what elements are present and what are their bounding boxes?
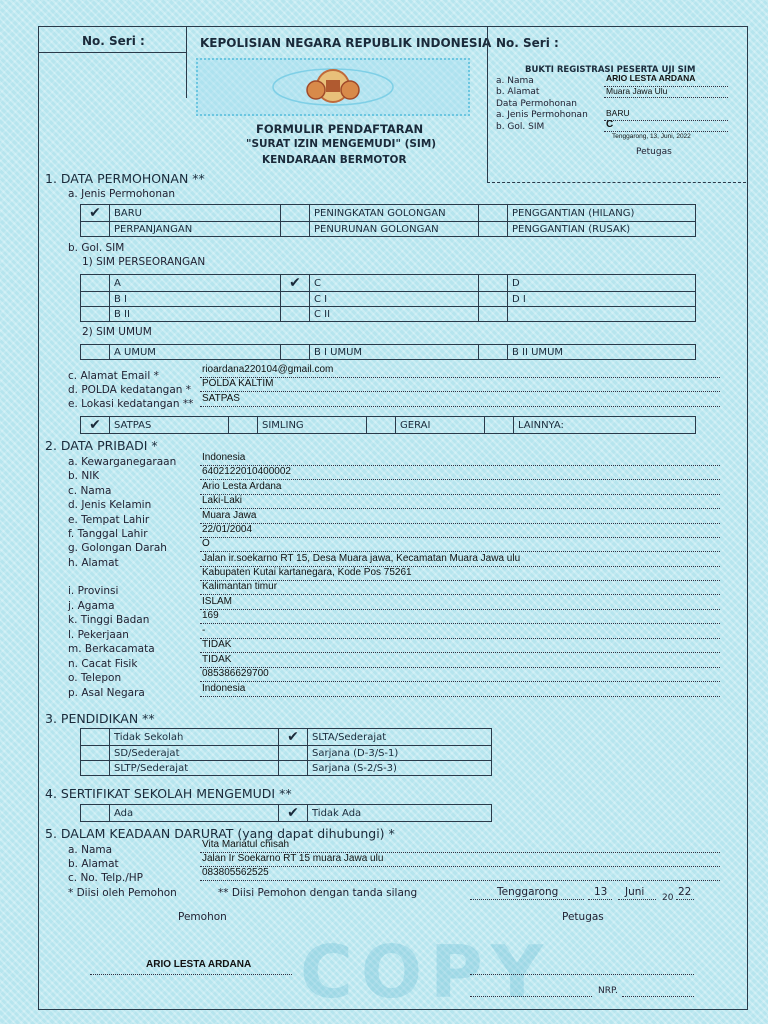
pendidikan-table — [80, 728, 492, 776]
pribadi-value[interactable]: - — [202, 625, 206, 636]
checkbox-tidak-sekolah[interactable] — [81, 729, 110, 746]
checkbox-sarjana-s1[interactable] — [279, 746, 308, 761]
polda-value[interactable]: POLDA KALTIM — [202, 378, 274, 389]
pribadi-value[interactable]: Indonesia — [202, 452, 246, 463]
pribadi-dotted-line — [200, 537, 720, 538]
sign-day: 13 — [594, 886, 608, 898]
checkbox-c[interactable]: ✔ — [281, 275, 310, 292]
option-sarjana-s1: Sarjana (D-3/S-1) — [308, 746, 492, 761]
receipt-value-jenis: BARU — [606, 108, 630, 118]
checkbox-perpanjangan[interactable] — [81, 222, 110, 237]
sign-month: Juni — [625, 886, 645, 898]
darurat-label: b. Alamat — [68, 858, 119, 870]
pribadi-value[interactable]: Muara Jawa — [202, 510, 257, 521]
checkbox-sd[interactable] — [81, 746, 110, 761]
checkbox-d[interactable] — [479, 275, 508, 292]
option-satpas: SATPAS — [110, 417, 229, 434]
footer-note-1: * Diisi oleh Pemohon — [68, 887, 177, 899]
jenis-permohonan-table — [80, 204, 696, 237]
option-simling: SIMLING — [258, 417, 367, 434]
checkbox-b2-umum[interactable] — [479, 345, 508, 360]
checkbox-simling[interactable] — [229, 417, 258, 434]
option-pengganti-hilang: PENGGANTIAN (HILANG) — [508, 205, 696, 222]
pribadi-dotted-line — [200, 638, 720, 639]
lokasi-table — [80, 416, 696, 434]
checkbox-empty — [479, 307, 508, 322]
pribadi-value[interactable]: O — [202, 538, 210, 549]
receipt-value-gol: C — [606, 119, 614, 130]
checkbox-slta[interactable]: ✔ — [279, 729, 308, 746]
no-seri-label: No. Seri : — [82, 34, 145, 48]
pribadi-dotted-line — [200, 696, 720, 697]
pribadi-value[interactable]: Kabupaten Kutai kartanegara, Kode Pos 75261 — [202, 567, 412, 578]
sertifikat-table — [80, 804, 492, 822]
option-c1: C I — [310, 292, 479, 307]
email-value[interactable]: rioardana220104@gmail.com — [202, 364, 334, 375]
checkbox-a[interactable] — [81, 275, 110, 292]
darurat-label: a. Nama — [68, 844, 113, 856]
pribadi-label: n. Cacat Fisik — [68, 658, 138, 670]
pribadi-value[interactable]: 6402122010400002 — [202, 466, 291, 477]
checkbox-pengganti-hilang[interactable] — [479, 205, 508, 222]
pribadi-value[interactable]: TIDAK — [202, 639, 232, 650]
checkbox-c1[interactable] — [281, 292, 310, 307]
checkbox-b2[interactable] — [81, 307, 110, 322]
option-tidak-sekolah: Tidak Sekolah — [110, 729, 279, 746]
pribadi-label: d. Jenis Kelamin — [68, 499, 152, 511]
sim-umum-table — [80, 344, 696, 360]
option-baru: BARU — [110, 205, 281, 222]
form-title: FORMULIR PENDAFTARAN — [256, 122, 424, 136]
pribadi-label: j. Agama — [68, 600, 115, 612]
option-sd: SD/Sederajat — [110, 746, 279, 761]
pribadi-label: b. NIK — [68, 470, 100, 482]
pribadi-dotted-line — [200, 594, 720, 595]
pribadi-value[interactable]: 22/01/2004 — [202, 524, 253, 535]
gol-sim-label: b. Gol. SIM — [68, 242, 125, 254]
pribadi-label: k. Tinggi Badan — [68, 614, 150, 626]
pribadi-dotted-line — [200, 479, 720, 480]
org-title: KEPOLISIAN NEGARA REPUBLIK INDONESIA — [200, 36, 492, 50]
receipt-value-alamat: Muara Jawa Ulu — [606, 86, 668, 96]
option-penurunan: PENURUNAN GOLONGAN — [310, 222, 479, 237]
pemohon-name: ARIO LESTA ARDANA — [146, 959, 252, 970]
pribadi-value[interactable]: 085386629700 — [202, 668, 269, 679]
pribadi-label: o. Telepon — [68, 672, 122, 684]
checkbox-sltp[interactable] — [81, 761, 110, 776]
sim-perseorangan-table — [80, 274, 696, 322]
pribadi-label: l. Pekerjaan — [68, 629, 129, 641]
pribadi-label: g. Golongan Darah — [68, 542, 167, 554]
pribadi-label: p. Asal Negara — [68, 687, 145, 699]
checkbox-tidak-ada[interactable]: ✔ — [279, 805, 308, 822]
pribadi-value[interactable]: Ario Lesta Ardana — [202, 481, 282, 492]
pribadi-value[interactable]: 169 — [202, 610, 219, 621]
option-b1-umum: B I UMUM — [310, 345, 479, 360]
receipt-title: BUKTI REGISTRASI PESERTA UJI SIM — [525, 65, 696, 75]
petugas-label: Petugas — [562, 911, 604, 923]
form-subtitle: "SURAT IZIN MENGEMUDI" (SIM) — [246, 138, 437, 150]
checkbox-pengganti-rusak[interactable] — [479, 222, 508, 237]
option-pengganti-rusak: PENGGANTIAN (RUSAK) — [508, 222, 696, 237]
pribadi-label: f. Tanggal Lahir — [68, 528, 148, 540]
option-gerai: GERAI — [396, 417, 485, 434]
checkbox-lainnya[interactable] — [485, 417, 514, 434]
section-2-title: 2. DATA PRIBADI * — [45, 438, 158, 453]
sign-place: Tenggarong — [497, 886, 559, 898]
receipt-value-nama: ARIO LESTA ARDANA — [606, 73, 696, 83]
pribadi-value[interactable]: Jalan ir.soekarno RT 15, Desa Muara jawa, Kecamatan Muara Jawa ulu — [202, 553, 521, 564]
darurat-dotted-line — [200, 866, 720, 867]
pribadi-value[interactable]: TIDAK — [202, 654, 232, 665]
petugas-signature-line — [470, 974, 694, 975]
option-peningkatan: PENINGKATAN GOLONGAN — [310, 205, 479, 222]
section-1-title: 1. DATA PERMOHONAN ** — [45, 171, 205, 186]
option-c2: C II — [310, 307, 479, 322]
email-label: c. Alamat Email * — [68, 370, 159, 382]
pribadi-dotted-line — [200, 681, 720, 682]
section-4-title: 4. SERTIFIKAT SEKOLAH MENGEMUDI ** — [45, 786, 292, 801]
checkbox-baru[interactable]: ✔ — [81, 205, 110, 222]
darurat-dotted-line — [200, 880, 720, 881]
nrp-label: NRP. — [598, 986, 618, 996]
checkbox-peningkatan[interactable] — [281, 205, 310, 222]
sim-perseorangan-label: 1) SIM PERSEORANGAN — [82, 256, 206, 268]
darurat-value[interactable]: Vita Mariatul chisah — [202, 839, 290, 850]
darurat-value[interactable]: Jalan Ir Soekarno RT 15 muara Jawa ulu — [202, 853, 384, 864]
receipt-date: Tenggarong, 13, Juni, 2022 — [612, 133, 691, 140]
pribadi-value[interactable]: Laki-Laki — [202, 495, 243, 506]
checkbox-a-umum[interactable] — [81, 345, 110, 360]
receipt-label-nama: a. Nama — [496, 76, 534, 86]
checkbox-penurunan[interactable] — [281, 222, 310, 237]
pribadi-label: m. Berkacamata — [68, 643, 155, 655]
pribadi-label: c. Nama — [68, 485, 112, 497]
option-b2-umum: B II UMUM — [508, 345, 696, 360]
receipt-signer: Petugas — [636, 147, 672, 157]
option-a-umum: A UMUM — [110, 345, 281, 360]
option-b2: B II — [110, 307, 281, 322]
lokasi-label: e. Lokasi kedatangan ** — [68, 398, 194, 410]
footer-note-2: ** Diisi Pemohon dengan tanda silang — [218, 887, 418, 899]
pribadi-label: a. Kewarganegaraan — [68, 456, 177, 468]
pribadi-value[interactable]: Kalimantan timur — [202, 581, 278, 592]
pemohon-label: Pemohon — [178, 911, 227, 923]
option-slta: SLTA/Sederajat — [308, 729, 492, 746]
sign-year-prefix: 20 — [662, 893, 674, 903]
sign-year: 22 — [678, 886, 692, 898]
receipt-label-gol: b. Gol. SIM — [496, 122, 545, 132]
pribadi-dotted-line — [200, 508, 720, 509]
police-emblem — [196, 58, 470, 116]
pribadi-dotted-line — [200, 652, 720, 653]
copy-watermark: COPY — [300, 930, 551, 1014]
option-sarjana-s2: Sarjana (S-2/S-3) — [308, 761, 492, 776]
sim-umum-label: 2) SIM UMUM — [82, 326, 152, 338]
checkbox-sarjana-s2[interactable] — [279, 761, 308, 776]
lokasi-value[interactable]: SATPAS — [202, 393, 240, 404]
pribadi-label: e. Tempat Lahir — [68, 514, 150, 526]
option-empty — [508, 307, 696, 322]
checkbox-b1[interactable] — [81, 292, 110, 307]
polda-label: d. POLDA kedatangan * — [68, 384, 192, 396]
option-a: A — [110, 275, 281, 292]
pribadi-value[interactable]: Indonesia — [202, 683, 246, 694]
option-d1: D I — [508, 292, 696, 307]
receipt-label-jenis: a. Jenis Permohonan — [496, 110, 588, 120]
receipt-label-alamat: b. Alamat — [496, 87, 540, 97]
checkbox-c2[interactable] — [281, 307, 310, 322]
option-perpanjangan: PERPANJANGAN — [110, 222, 281, 237]
checkbox-b1-umum[interactable] — [281, 345, 310, 360]
pribadi-label: i. Provinsi — [68, 585, 119, 597]
receipt-label-data: Data Permohonan — [496, 99, 577, 109]
pemohon-signature-line — [90, 974, 292, 975]
pribadi-dotted-line — [200, 623, 720, 624]
checkbox-ada[interactable] — [81, 805, 110, 822]
pribadi-dotted-line — [200, 580, 720, 581]
option-ada: Ada — [110, 805, 279, 822]
checkbox-d1[interactable] — [479, 292, 508, 307]
form-subtitle-2: KENDARAAN BERMOTOR — [262, 154, 407, 166]
receipt-no-seri-label: No. Seri : — [496, 36, 559, 50]
darurat-label: c. No. Telp./HP — [68, 872, 143, 884]
pribadi-dotted-line — [200, 609, 720, 610]
darurat-value[interactable]: 083805562525 — [202, 867, 269, 878]
option-lainnya: LAINNYA: — [514, 417, 696, 434]
option-sltp: SLTP/Sederajat — [110, 761, 279, 776]
pribadi-label: h. Alamat — [68, 557, 119, 569]
pribadi-value[interactable]: ISLAM — [202, 596, 233, 607]
checkbox-satpas[interactable]: ✔ — [81, 417, 110, 434]
option-b1: B I — [110, 292, 281, 307]
section-3-title: 3. PENDIDIKAN ** — [45, 711, 155, 726]
pribadi-dotted-line — [200, 667, 720, 668]
option-c: C — [310, 275, 479, 292]
jenis-permohonan-label: a. Jenis Permohonan — [68, 188, 176, 200]
checkbox-gerai[interactable] — [367, 417, 396, 434]
pribadi-dotted-line — [200, 551, 720, 552]
option-tidak-ada: Tidak Ada — [308, 805, 492, 822]
pribadi-dotted-line — [200, 494, 720, 495]
option-d: D — [508, 275, 696, 292]
pribadi-dotted-line — [200, 523, 720, 524]
section-5-title: 5. DALAM KEADAAN DARURAT (yang dapat dihubungi) * — [45, 826, 395, 841]
